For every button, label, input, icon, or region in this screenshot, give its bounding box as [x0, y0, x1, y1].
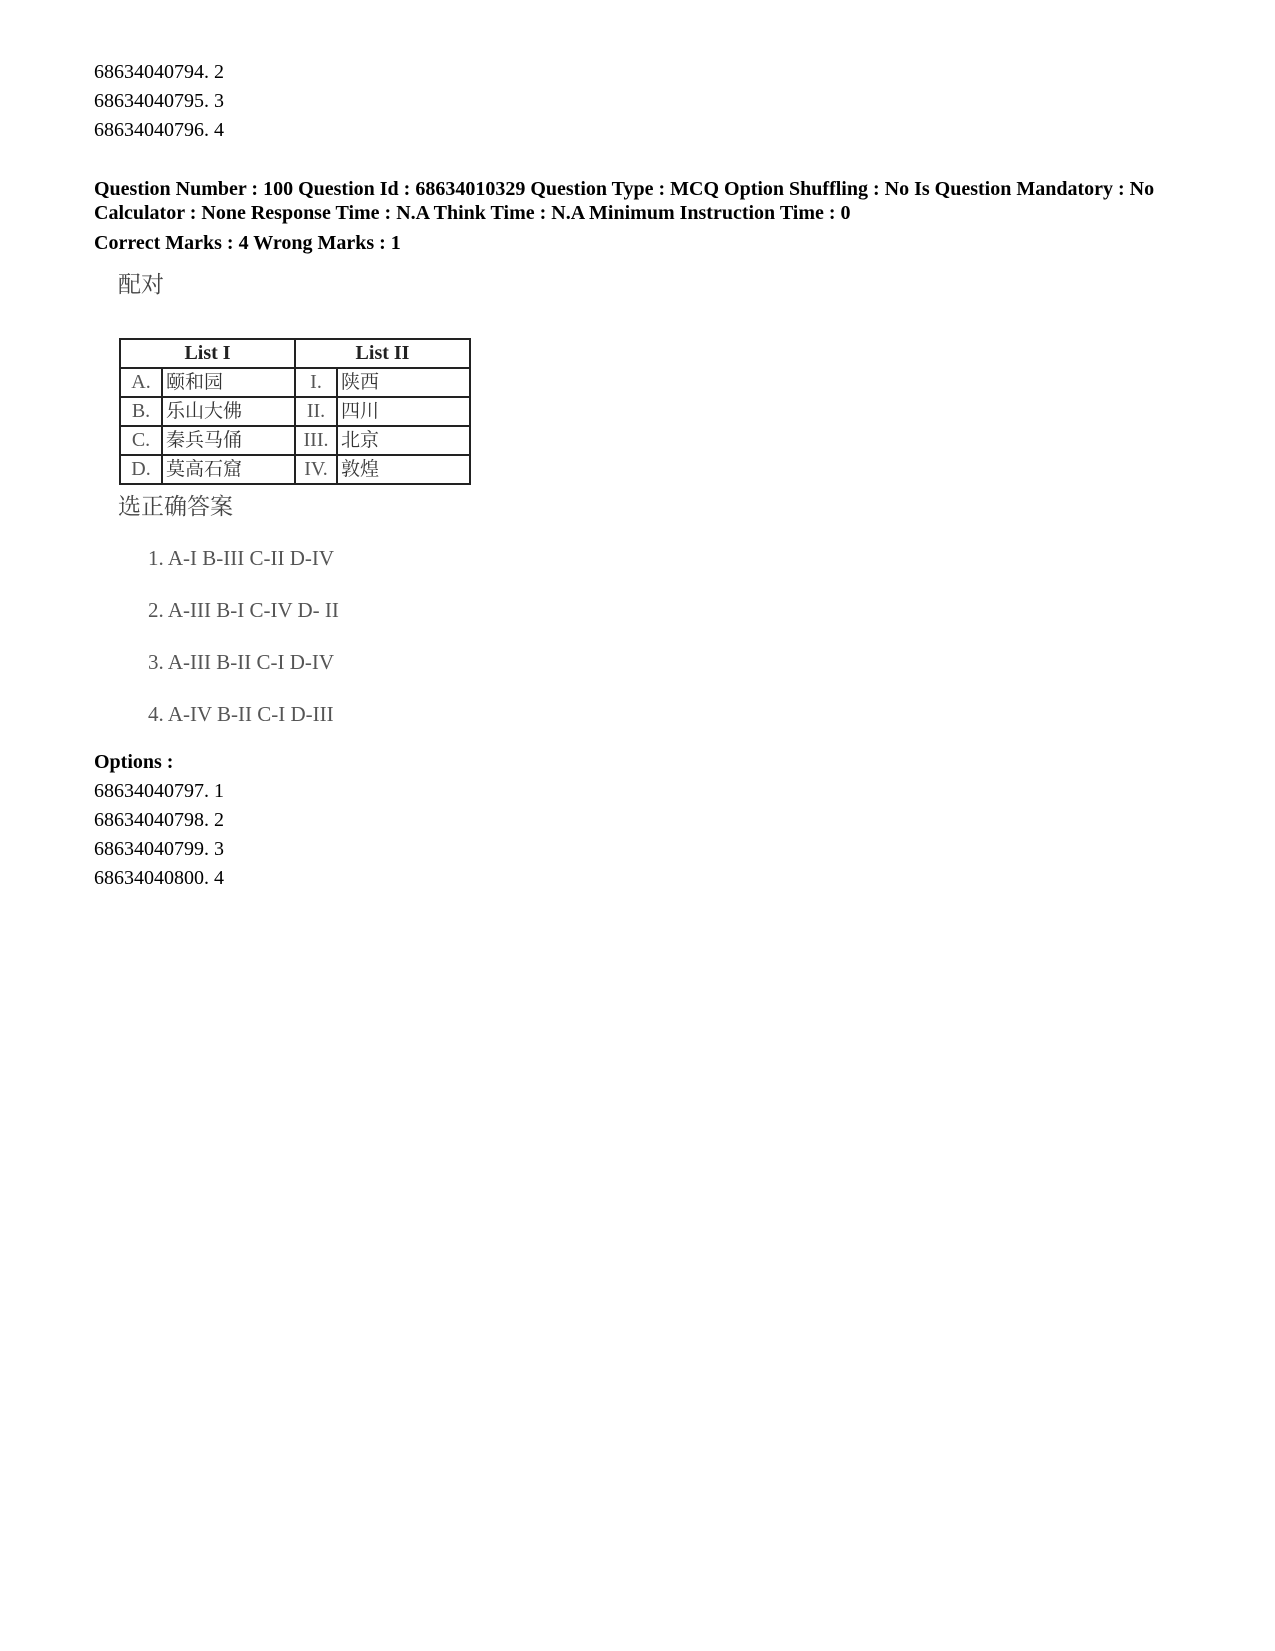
- option-line: 68634040796. 4: [94, 119, 224, 141]
- option-line: 68634040800. 4: [94, 867, 224, 889]
- options-label: Options :: [94, 751, 174, 773]
- row-roman: II.: [295, 397, 337, 426]
- row-letter: A.: [120, 368, 162, 397]
- question-image: [94, 270, 594, 770]
- row-roman: IV.: [295, 455, 337, 484]
- option-line: 68634040794. 2: [94, 61, 224, 83]
- row-letter: D.: [120, 455, 162, 484]
- row-item: 颐和园: [162, 368, 295, 397]
- row-item: 乐山大佛: [162, 397, 295, 426]
- row-letter: C.: [120, 426, 162, 455]
- row-match: 敦煌: [337, 455, 470, 484]
- question-instruction: 配对: [118, 272, 164, 298]
- question-header: Question Number : 100 Question Id : 68634010329 Question Type : MCQ Option Shuffling : No Is Question Mandatory : No Calculator : None Response Time : N.A Think Time : N.A Minimum Instruction Time : 0: [94, 178, 1155, 224]
- answer-choice: 4. A-IV B-II C-I D-III: [148, 702, 334, 726]
- table-row: [120, 397, 470, 426]
- table-header-row: [120, 339, 470, 368]
- options-list: [94, 777, 224, 893]
- question-marks: Correct Marks : 4 Wrong Marks : 1: [94, 232, 401, 254]
- row-roman: III.: [295, 426, 337, 455]
- row-match: 陕西: [337, 368, 470, 397]
- row-match: 北京: [337, 426, 470, 455]
- answer-choice: 1. A-I B-III C-II D-IV: [148, 546, 335, 570]
- match-table: [119, 338, 471, 485]
- row-match: 四川: [337, 397, 470, 426]
- previous-options-list: [94, 58, 224, 145]
- row-item: 秦兵马俑: [162, 426, 295, 455]
- table-row: [120, 368, 470, 397]
- table-row: [120, 455, 470, 484]
- option-line: 68634040795. 3: [94, 90, 224, 112]
- question-prompt: 选正确答案: [118, 494, 233, 520]
- option-line: 68634040798. 2: [94, 809, 224, 831]
- option-line: 68634040799. 3: [94, 838, 224, 860]
- option-line: 68634040797. 1: [94, 780, 224, 802]
- answer-choice: 3. A-III B-II C-I D-IV: [148, 650, 335, 674]
- column-header-list-2: List II: [295, 339, 470, 368]
- row-roman: I.: [295, 368, 337, 397]
- answer-choice: 2. A-III B-I C-IV D- II: [148, 598, 339, 622]
- row-letter: B.: [120, 397, 162, 426]
- column-header-list-1: List I: [120, 339, 295, 368]
- row-item: 莫高石窟: [162, 455, 295, 484]
- table-row: [120, 426, 470, 455]
